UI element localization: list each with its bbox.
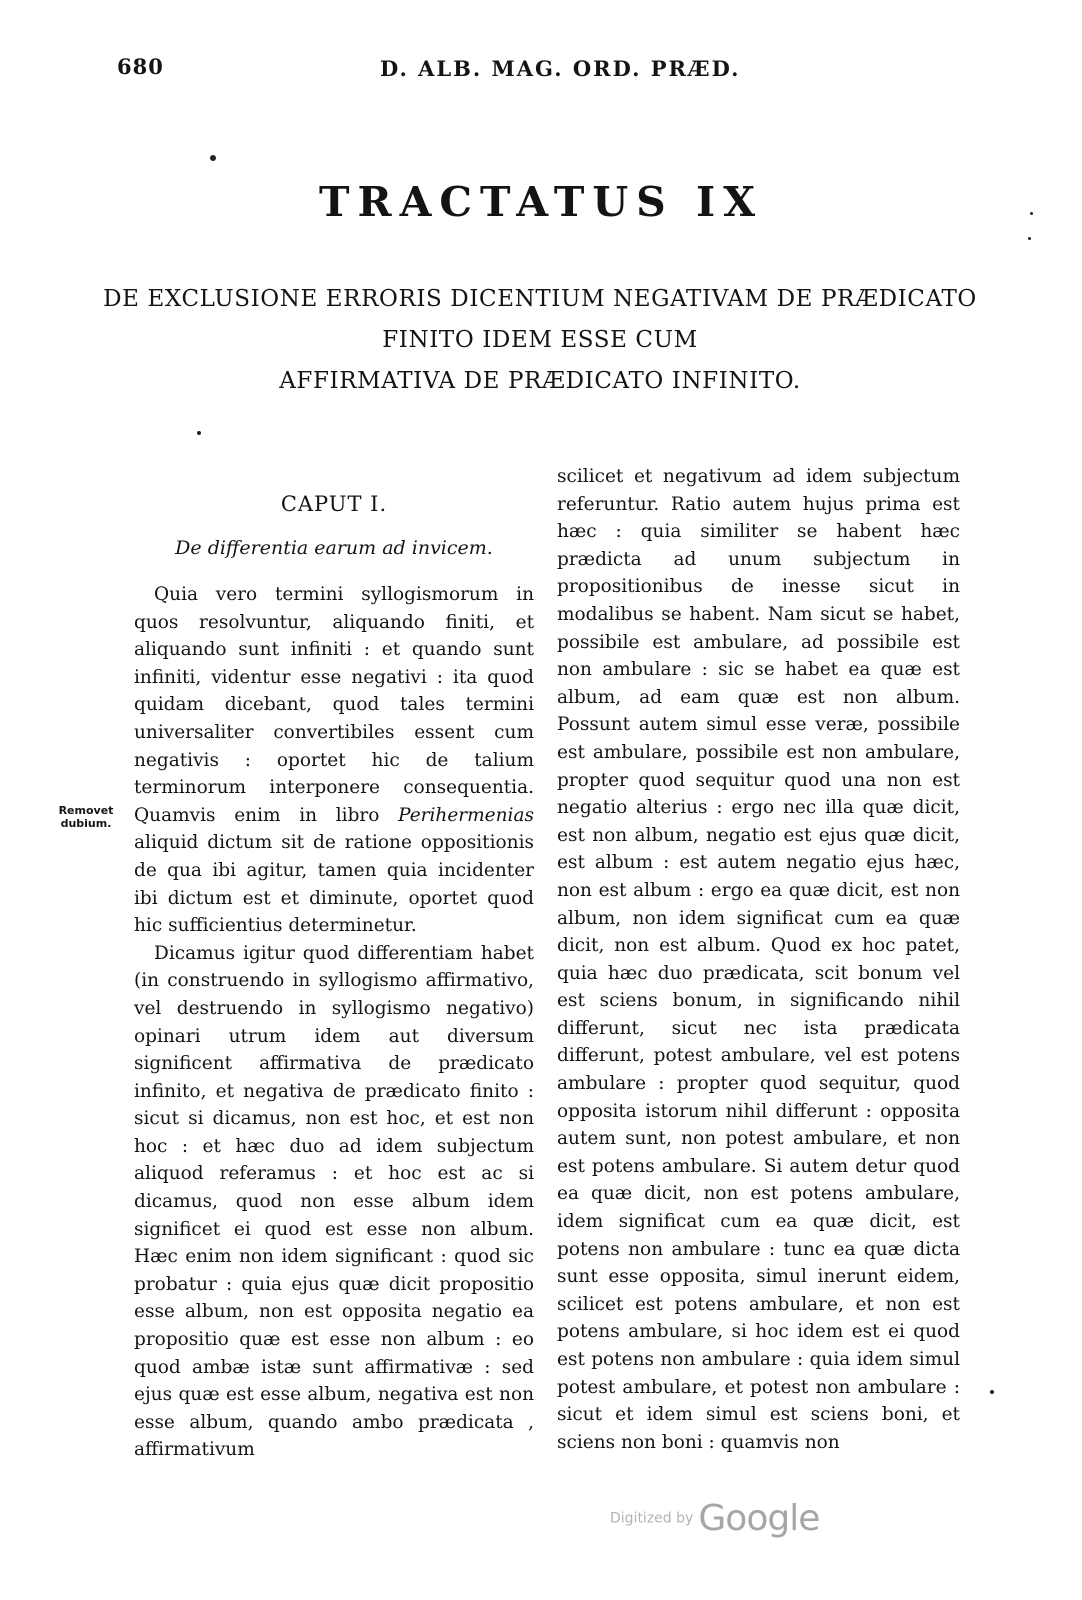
print-speck xyxy=(1030,212,1033,215)
tractatus-title: TRACTATUS IX xyxy=(319,178,763,226)
subtitle-line: DE EXCLUSIONE ERRORIS DICENTIUM NEGATIVAM DE PRÆDICATO xyxy=(103,286,977,312)
subtitle-line: AFFIRMATIVA DE PRÆDICATO INFINITO. xyxy=(279,368,801,394)
paragraph-text: aliquid dictum sit de ratione oppositionis de qua ibi agitur, tamen quia incidenter ibi dictum est et diminute, oportet quod hic sufficientius determinetur. xyxy=(134,832,534,937)
left-column xyxy=(134,463,534,1464)
digitized-label: Digitized by xyxy=(610,1510,694,1527)
running-head: D. ALB. MAG. ORD. PRÆD. xyxy=(380,56,741,81)
google-logo: Google xyxy=(698,1498,820,1539)
chapter-subheading: De differentia earum ad invicem. xyxy=(175,537,493,559)
body-paragraph: scilicet et negativum ad idem subjectum referuntur. Ratio autem hujus prima est hæc : quia similiter se habent hæc prædicta ad unum subjectum in propositionibus de inesse sicut in modalibus se habent. Nam sicut se habet, possibile est ambulare, ad possibile est non ambulare : sic se habet ea quæ est album, ad eam quæ est non album. Possunt autem simul esse veræ, possibile est ambulare, possibile est non ambulare, propter quod sequitur quod una non est negatio alterius : ergo nec illa quæ dicit, est non album, negatio est ejus quæ dicit, est album : est autem negatio ejus hæc, non est album : ergo ea quæ dicit, est non album, non idem significat cum ea quæ dicit, non est album. Quod ex hoc patet, quia hæc duo prædicata, scit bonum vel est sciens bonum, in significando nihil differunt, sicut nec ista prædicata differunt, potest ambulare, vel est potens ambulare : propter quod sequitur, quod opposita istorum nihil differunt : opposita autem sunt, non potest ambulare, et non est potens ambulare. Si autem detur quod ea quæ dicit, non est potens ambulare, idem significat cum ea quæ dicit, est potens non ambulare : tunc ea quæ dicta sunt esse opposita, simul inerunt eidem, scilicet est potens ambulare, et non est potens ambulare, si hoc idem est ei quod est potens non ambulare : quia idem simul potest ambulare, et potest non ambulare : sicut et idem simul est sciens boni, et sciens non boni : quamvis non xyxy=(557,466,960,1453)
subtitle-line: FINITO IDEM ESSE CUM xyxy=(382,327,698,353)
digitized-watermark xyxy=(610,1498,819,1539)
paragraph-text: Quia vero termini syllogismorum in quos resolvuntur, aliquando finiti, et aliquando sunt infiniti : et quando sunt infiniti, videntur esse negativi : ita quod quidam dicebant, quod tales termini universaliter convertibiles essent cum negativis : oportet hic de talium terminorum interponere consequentia. Quamvis enim in libro xyxy=(134,584,534,826)
right-column xyxy=(557,463,960,1456)
margin-note: Removet dubium. xyxy=(58,804,114,830)
print-speck xyxy=(990,1390,994,1394)
page-number: 680 xyxy=(117,54,164,79)
print-speck xyxy=(197,431,201,435)
book-title-italic: Perihermenias xyxy=(398,804,534,826)
body-paragraph xyxy=(134,581,534,940)
print-speck xyxy=(1028,237,1031,240)
print-speck xyxy=(210,155,216,161)
body-paragraph: Dicamus igitur quod differentiam habet (in construendo in syllogismo affirmativo, vel destruendo in syllogismo negativo) opinari utrum idem aut diversum significent affirmativa de prædicato infinito, et negativa de prædicato finito : sicut si dicamus, non est hoc, et est non hoc : et hæc duo ad idem subjectum aliquod referamus : et hoc est ac si dicamus, quod non esse album idem significet ei quod est esse non album. Hæc enim non idem significant : quod sic probatur : quia ejus quæ dicit propositio esse album, non est opposita negatio ea propositio quæ est esse non album : eo quod ambæ istæ sunt affirmativæ : sed ejus quæ est esse album, negativa est non esse album, quando ambo prædicata , affirmativum xyxy=(134,942,534,1461)
tractatus-subtitle xyxy=(100,279,980,402)
chapter-heading: CAPUT I. xyxy=(280,492,388,516)
